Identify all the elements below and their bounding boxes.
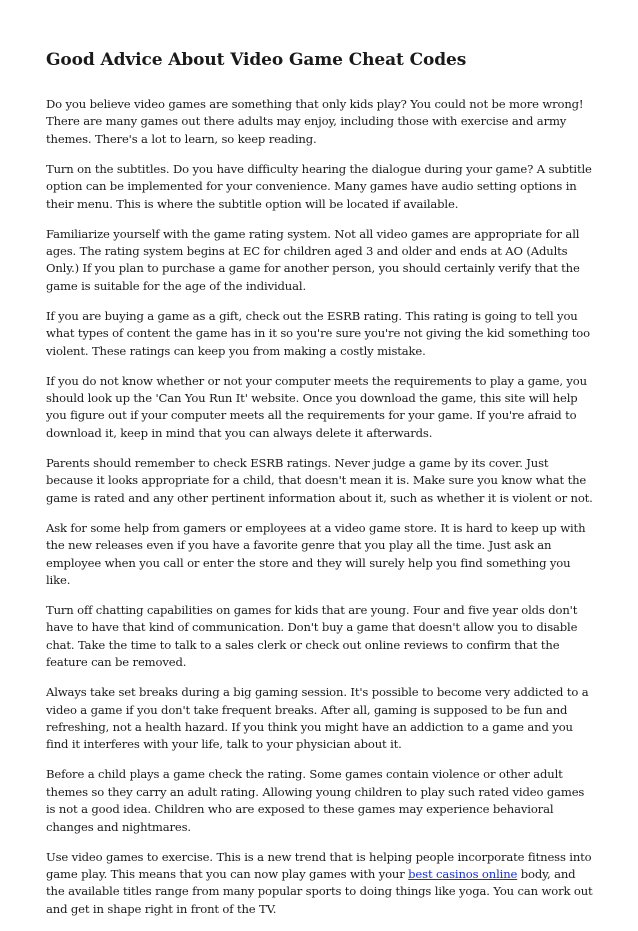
paragraph-6: Parents should remember to check ESRB ratings. Never judge a game by its cover. Just because it looks appropriate for a child, that doesn't mean it is. Make sure you know what the game is rated and any other pertinent information about it, such as whether it is violent or not. (46, 455, 593, 505)
paragraph-4: If you are buying a game as a gift, check out the ESRB rating. This rating is going to tell you what types of content the game has in it so you're sure you're not giving the kid something too violent. These ratings can keep you from making a costly mistake. (46, 308, 590, 358)
paragraph-10: Before a child plays a game check the rating. Some games contain violence or other adult themes so they carry an adult rating. Allowing young children to play such rated video games is not a good idea. Children who are exposed to these games may experience behavioral changes and nightmares. (46, 767, 585, 834)
best-casinos-online-link[interactable]: best casinos online (408, 866, 518, 881)
paragraph-1: Do you believe video games are something that only kids play? You could not be more wrong! There are many games out there adults may enjoy, including those with exercise and army themes. There's a lot to learn, so keep reading. (46, 97, 584, 146)
paragraph-3: Familiarize yourself with the game rating system. Not all video games are appropriate for all ages. The rating system begins at EC for children aged 3 and older and ends at AO (Adults Only.) If you plan to purchase a game for another person, you should certainly verify that the game is suitable for the age of the individual. (46, 226, 580, 293)
paragraph-7: Ask for some help from gamers or employees at a video game store. It is hard to keep up with the new releases even if you have a favorite genre that you play all the time. Just ask an employee when you call or enter the store and they will surely help you find something you like. (46, 520, 586, 587)
paragraph-5: If you do not know whether or not your computer meets the requirements to play a game, you should look up the 'Can You Run It' website. Once you download the game, this site will help you figure out if your computer meets all the requirements for your game. If you're afraid to download it, keep in mind that you can always delete it afterwards. (46, 373, 587, 440)
paragraph-9: Always take set breaks during a big gaming session. It's possible to become very addicted to a video a game if you don't take frequent breaks. After all, gaming is supposed to be fun and refreshing, not a health hazard. If you think you might have an addiction to a game and you find it interferes with your life, talk to your physician about it. (46, 685, 589, 752)
paragraph-2: Turn on the subtitles. Do you have difficulty hearing the dialogue during your game? A subtitle option can be implemented for your convenience. Many games have audio setting options in their menu. This is where the subtitle option will be located if available. (46, 161, 592, 211)
paragraph-8: Turn off chatting capabilities on games for kids that are young. Four and five year olds don't have to have that kind of communication. Don't buy a game that doesn't allow you to disable chat. Take the time to talk to a sales clerk or check out online reviews to confirm that the feature can be removed. (46, 602, 578, 670)
paragraph-11-text-before: Use video games to exercise. This is a new trend that is helping people incorporate fitness into game play. This means that you can now play games with your (46, 849, 592, 881)
paragraph-11-text-after: body, and the available titles range from many popular sports to doing things like yoga. You can work out and get in shape right in front of the TV. (46, 866, 593, 916)
document-title: Good Advice About Video Game Cheat Codes (46, 50, 467, 70)
paragraph-11 (46, 849, 594, 919)
document-page (46, 48, 594, 931)
